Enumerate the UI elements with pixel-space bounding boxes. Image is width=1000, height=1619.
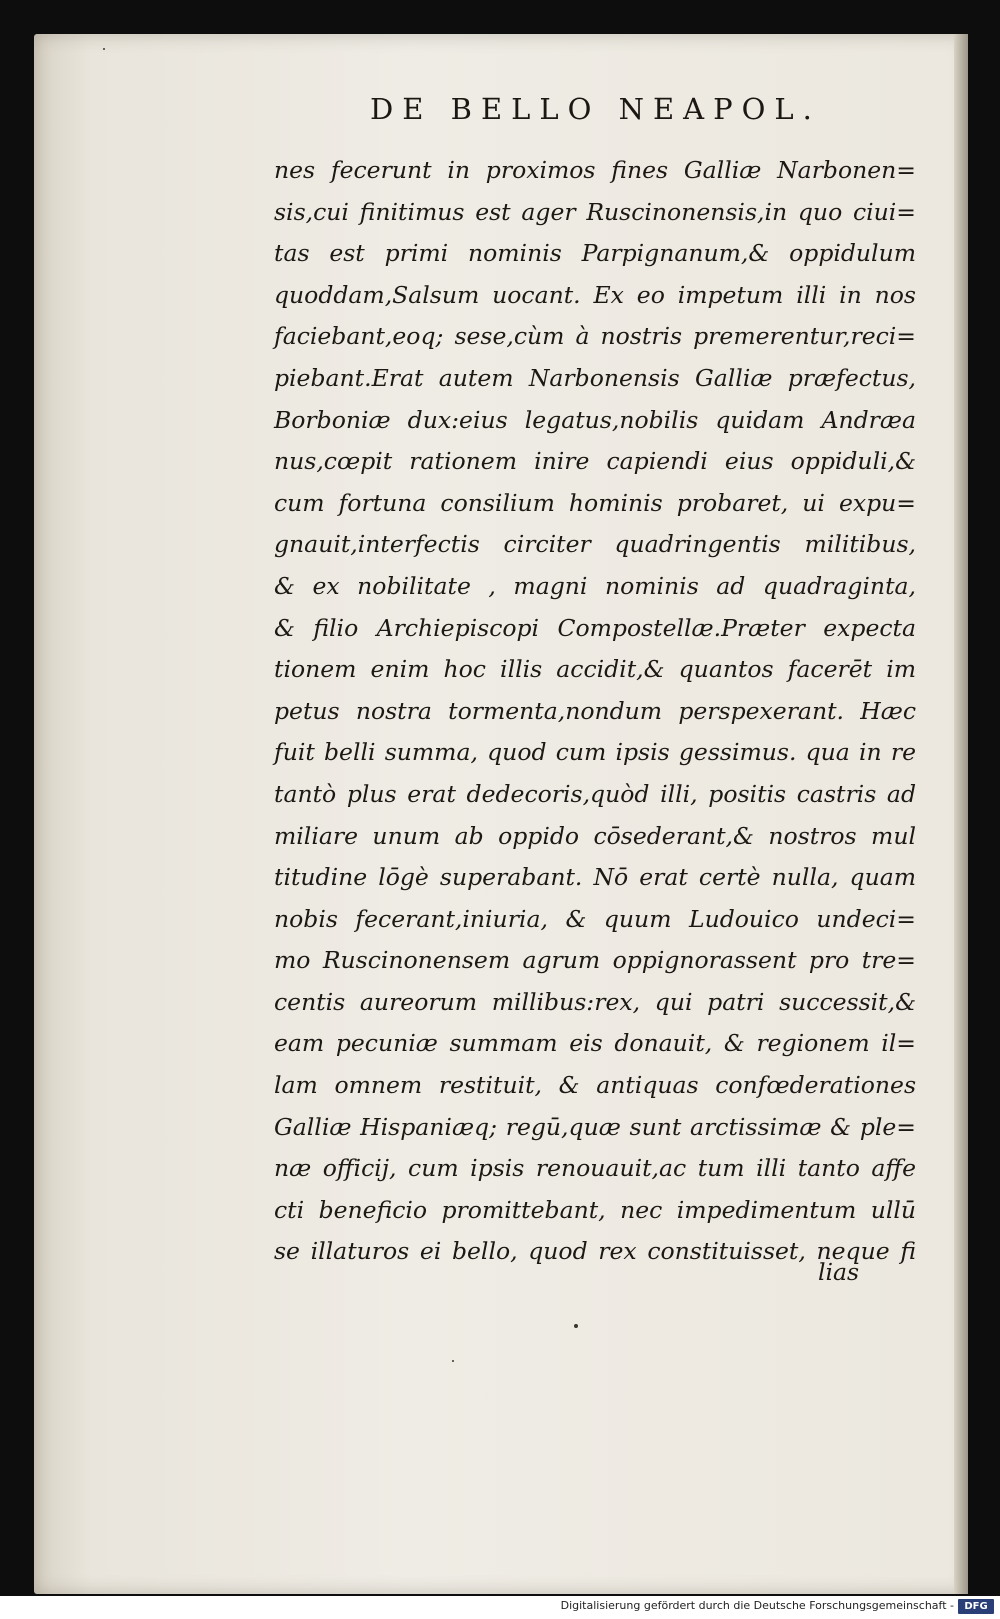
text-line: quoddam,Salsum uocant. Ex eo impetum illi in nos	[274, 280, 916, 309]
text-line: cti beneficio promittebant, nec impedimentum ullū	[274, 1195, 916, 1224]
running-head: DE BELLO NEAPOL.	[370, 92, 821, 126]
footer-bar	[0, 1596, 1000, 1619]
text-line: lam omnem restituit, & antiquas confœderationes	[274, 1071, 916, 1100]
funding-credit: Digitalisierung gefördert durch die Deutsche Forschungsgemeinschaft -	[560, 1599, 954, 1612]
text-line: petus nostra tormenta,nondum perspexerant. Hæc	[274, 696, 916, 725]
dfg-logo: DFG	[958, 1599, 994, 1614]
speck	[574, 1324, 578, 1328]
text-line: & ex nobilitate , magni nominis ad quadraginta,	[274, 571, 916, 600]
text-line: Borboniæ dux:eius legatus,nobilis quidam Andræa	[274, 405, 916, 434]
text-line: tas est primi nominis Parpignanum,& oppidulum	[274, 239, 916, 268]
text-line: tionem enim hoc illis accidit,& quantos facerēt im	[274, 655, 916, 684]
text-line: miliare unum ab oppido cōsederant,& nostros mul	[274, 821, 916, 850]
text-line: sis,cui finitimus est ager Ruscinonensis,in quo ciui=	[274, 197, 916, 226]
text-line: Galliæ Hispaniæq; regū,quæ sunt arctissimæ & ple=	[274, 1112, 916, 1141]
text-line: fuit belli summa, quod cum ipsis gessimus. qua in re	[274, 738, 916, 767]
page-edge	[954, 34, 968, 1594]
text-line: nus,cœpit rationem inire capiendi eius oppiduli,&	[274, 447, 916, 476]
text-line: nobis fecerant,iniuria, & quum Ludouico undeci=	[274, 904, 916, 933]
text-line: gnauit,interfectis circiter quadringentis militibus,	[274, 530, 916, 559]
text-line: piebant.Erat autem Narbonensis Galliæ præfectus,	[274, 363, 916, 392]
catchword: lias	[818, 1258, 860, 1286]
text-line: faciebant,eoq; sese,cùm à nostris premerentur,reci=	[274, 322, 916, 351]
speck	[103, 48, 105, 50]
text-line: tantò plus erat dedecoris,quòd illi, positis castris ad	[274, 779, 916, 808]
speck	[452, 1360, 454, 1362]
text-line: mo Ruscinonensem agrum oppignorassent pro tre=	[274, 946, 916, 975]
text-line: cum fortuna consilium hominis probaret, ui expu=	[274, 488, 916, 517]
text-line: nes fecerunt in proximos fines Galliæ Narbonen=	[274, 156, 916, 184]
text-line: se illaturos ei bello, quod rex constituisset, neque fi	[274, 1237, 916, 1266]
text-line: centis aureorum millibus:rex, qui patri successit,&	[274, 987, 916, 1016]
text-line: eam pecuniæ summam eis donauit, & regionem il=	[274, 1029, 916, 1058]
text-line: & filio Archiepiscopi Compostellæ.Præter expecta	[274, 613, 916, 642]
text-line: næ officij, cum ipsis renouauit,ac tum illi tanto affe	[274, 1154, 916, 1183]
text-line: titudine lōgè superabant. Nō erat certè nulla, quam	[274, 863, 916, 892]
body-text	[274, 150, 916, 1273]
